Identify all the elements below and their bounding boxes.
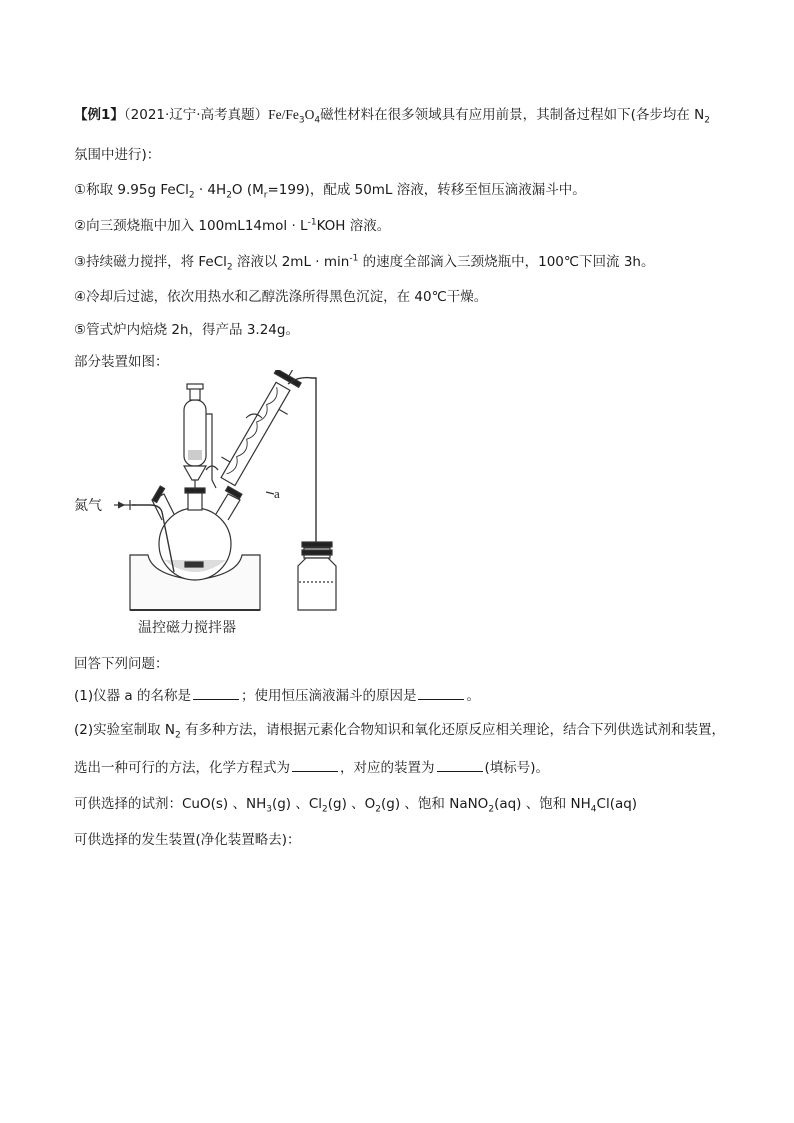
step-text: ①称取 9.95g FeCl [74, 182, 189, 198]
question-text: 选出一种可行的方法，化学方程式为 [74, 760, 290, 776]
label-a: a [274, 486, 280, 501]
label-nitrogen: 氮气 [74, 498, 102, 514]
example-tag: 【例1】 [74, 107, 124, 123]
step-text: 溶液以 2mL · min [232, 254, 350, 270]
step-text: O (M [231, 182, 264, 198]
step-3 [74, 252, 724, 272]
reagents-line [74, 794, 724, 814]
step-sub: r [263, 190, 268, 201]
step-2 [74, 216, 724, 236]
reagent-sub: 3 [266, 804, 272, 815]
question-sub: 2 [175, 730, 181, 741]
step-text: KOH 溶液。 [316, 218, 391, 234]
example-heading [74, 105, 724, 125]
wash-bottle [298, 542, 336, 610]
step-sup: -1 [307, 217, 317, 228]
reagent-sub: 2 [488, 804, 495, 815]
question-text: ，对应的装置为 [340, 760, 435, 776]
reagent-text: Cl(aq) [596, 796, 638, 812]
reagent-text: (aq) 、饱和 NH [494, 796, 591, 812]
devices-line: 可供选择的发生装置(净化装置略去)： [74, 832, 301, 848]
step-text: · 4H [194, 182, 227, 198]
question-text: ；使用恒压滴液漏斗的原因是 [240, 688, 417, 704]
step-1 [74, 180, 724, 200]
question-text: (填标号)。 [484, 760, 550, 776]
intro-sub: 4 [314, 115, 321, 126]
intro-tail: 磁性材料在很多领域具有应用前景，其制备过程如下(各步均在 N [320, 107, 705, 123]
intro-lead: Fe/Fe [268, 107, 299, 122]
questions-lead: 回答下列问题： [74, 656, 169, 672]
question-text: (1)仪器 a 的名称是 [74, 688, 191, 704]
question-2 [74, 720, 724, 740]
step-text: =199)，配成 50mL 溶液，转移至恒压滴液漏斗中。 [267, 182, 586, 198]
question-text: (2)实验室制取 N [74, 722, 176, 738]
figure-caption: 温控磁力搅拌器 [138, 620, 236, 636]
step-text: ②向三颈烧瓶中加入 100mL14mol · L [74, 218, 308, 234]
step-sub: 2 [226, 262, 233, 273]
example-source: （2021·辽宁·高考真题） [123, 107, 269, 123]
dropping-funnel [184, 384, 216, 490]
answer-blank[interactable] [437, 758, 483, 772]
reagent-sub: 2 [322, 804, 328, 815]
step-sub: 2 [226, 190, 232, 201]
step-text: 的速度全部滴入三颈烧瓶中，100℃下回流 3h。 [358, 254, 655, 270]
reagent-sub: 4 [590, 804, 597, 815]
reagent-sub: 2 [375, 804, 382, 815]
intro-sub: 3 [298, 115, 305, 126]
question-text: 。 [466, 688, 480, 704]
step-sub: 2 [188, 190, 195, 201]
question-1 [74, 686, 724, 706]
intro-mid: O [304, 107, 315, 122]
figure-intro: 部分装置如图： [74, 354, 169, 370]
reagent-text: (g) 、O [327, 796, 376, 812]
answer-blank[interactable] [193, 686, 239, 700]
condenser [212, 370, 312, 491]
answer-blank[interactable] [418, 686, 464, 700]
reagent-text: (g) 、Cl [271, 796, 323, 812]
answer-blank[interactable] [292, 758, 338, 772]
reagent-text: 可供选择的试剂：CuO(s) 、NH [74, 796, 267, 812]
three-neck-flask [152, 486, 242, 580]
step-4: ④冷却后过滤，依次用热水和乙醇洗涤所得黑色沉淀，在 40℃干燥。 [74, 289, 488, 305]
question-2-cont [74, 758, 724, 778]
label-a-leader [266, 492, 274, 494]
step-text: ③持续磁力搅拌，将 FeCl [74, 254, 227, 270]
intro-line2: 氛围中进行)： [74, 147, 161, 163]
apparatus-figure [66, 370, 446, 649]
reagent-text: (g) 、饱和 NaNO [381, 796, 489, 812]
step-sup: -1 [349, 253, 359, 264]
intro-sub: 2 [704, 115, 710, 126]
step-5: ⑤管式炉内焙烧 2h，得产品 3.24g。 [74, 322, 299, 338]
question-text: 有多种方法，请根据元素化合物知识和氧化还原反应相关理论，结合下列供选试剂和装置， [180, 722, 726, 738]
